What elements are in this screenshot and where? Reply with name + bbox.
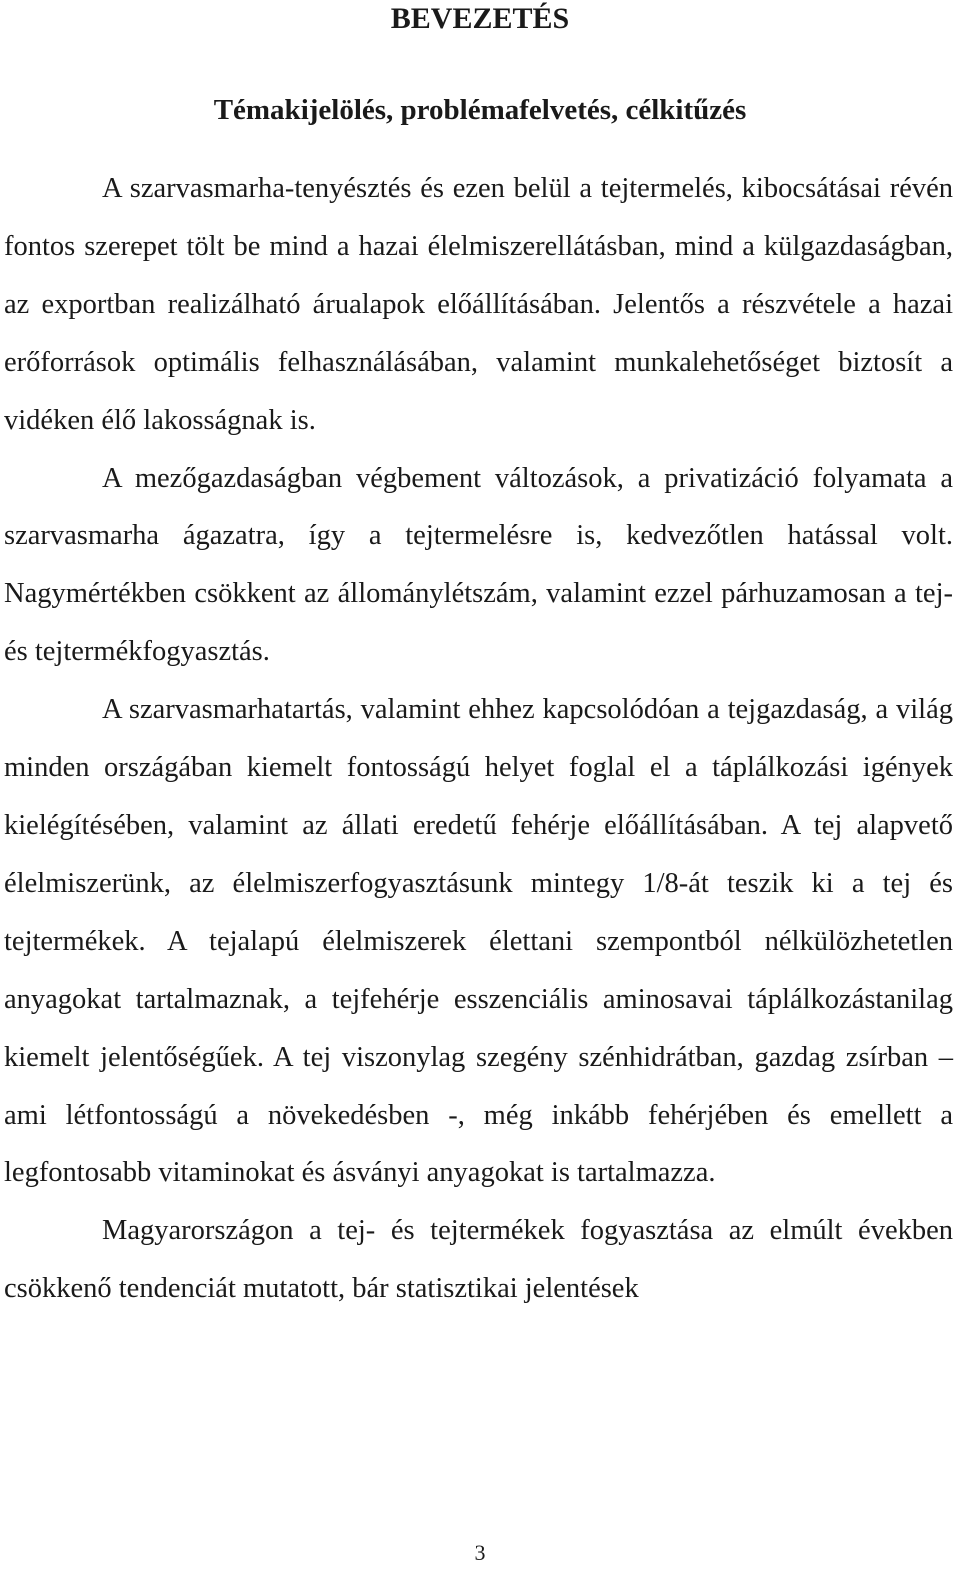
paragraph-2: A mezőgazdaságban végbement változások, a privatizáció folyamata a szarvasmarha ágazatra, így a tejtermelésre is, kedvezőtlen hatással volt. Nagymértékben csökkent az állománylétszám, valamint ezzel párhuzamosan a tej- és tejtermékfogyasztás. <box>4 462 953 668</box>
paragraph-3: A szarvasmarhatartás, valamint ehhez kapcsolódóan a tejgazdaság, a világ minden országában kiemelt fontosságú helyet foglal el a táplálkozási igények kielégítésében, valamint az állati eredetű fehérje előállításában. A tej alapvető élelmiszerünk, az élelmiszerfogyasztásunk mintegy 1/8-át teszik ki a tej és tejtermékek. A tejalapú élelmiszerek élettani szempontból nélkülözhetetlen anyagokat tartalmaznak, a tejfehérje esszenciális aminosavai táplálkozástanilag kiemelt jelentőségűek. A tej viszonylag szegény szénhidrátban, gazdag zsírban – ami létfontosságú a növekedésben -, még inkább fehérjében és emellett a legfontosabb vitaminokat és ásványi anyagokat is tartalmazza. <box>4 694 953 1189</box>
body-text <box>4 160 953 1318</box>
paragraph-1: A szarvasmarha-tenyésztés és ezen belül a tejtermelés, kibocsátásai révén fontos szerepet tölt be mind a hazai élelmiszerellátásban, mind a külgazdaságban, az exportban realizálható árualapok előállításában. Jelentős a részvétele a hazai erőforrások optimális felhasználásában, valamint munkalehetőséget biztosít a vidéken élő lakosságnak is. <box>4 173 953 436</box>
page-title: BEVEZETÉS <box>390 2 570 35</box>
section-subtitle: Témakijelölés, problémafelvetés, célkitűzés <box>213 94 747 126</box>
paragraph-4: Magyarországon a tej- és tejtermékek fogyasztása az elmúlt években csökkenő tendenciát mutatott, bár statisztikai jelentések <box>4 1215 953 1305</box>
page-number: 3 <box>474 1540 486 1565</box>
